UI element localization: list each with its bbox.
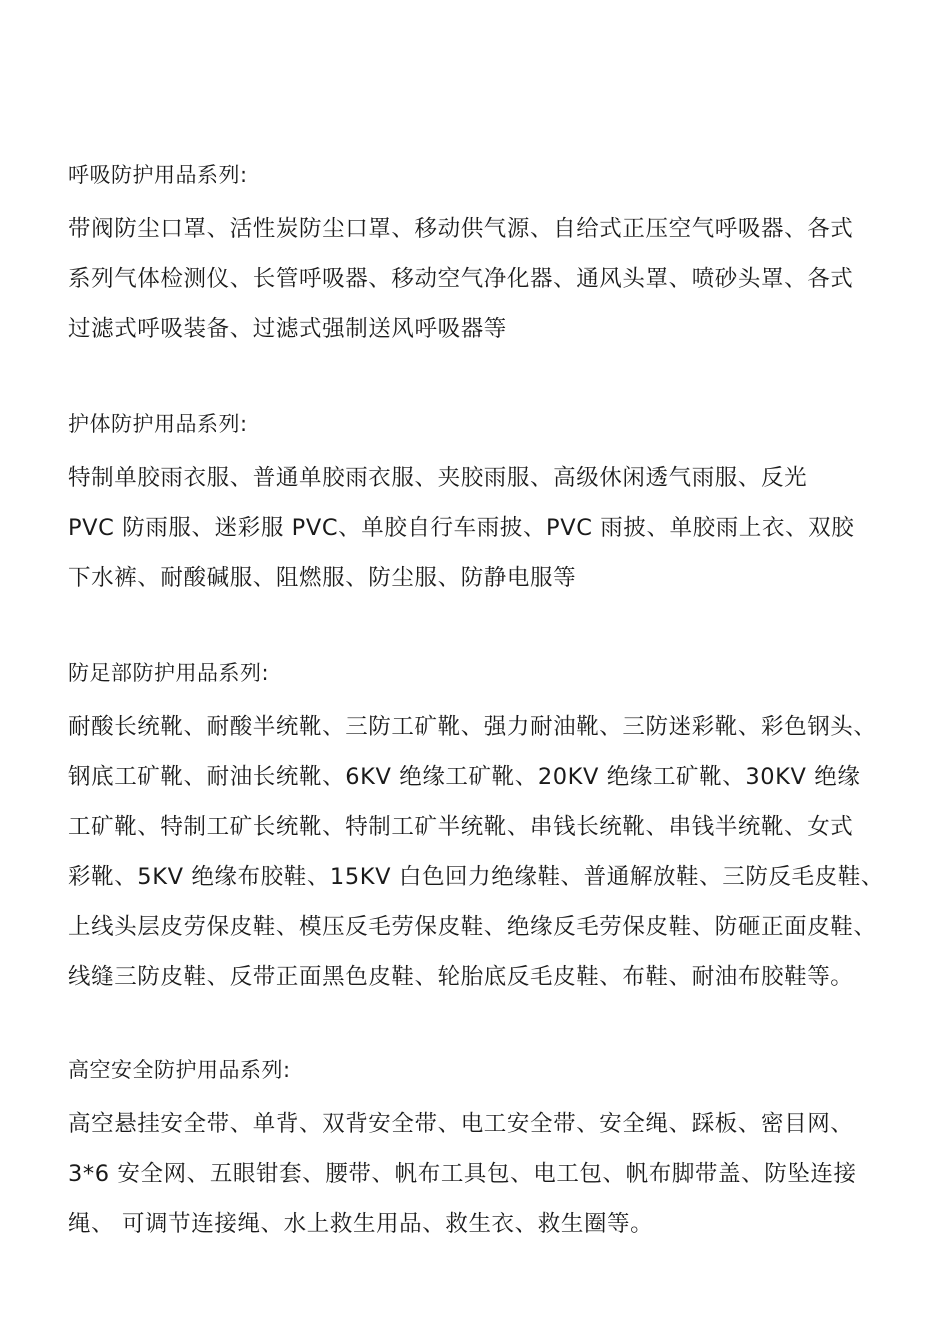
section-body	[68, 204, 898, 354]
text-line: 带阀防尘口罩、活性炭防尘口罩、移动供气源、自给式正压空气呼吸器、各式	[68, 216, 854, 242]
section-title: 护体防护用品系列:	[68, 412, 248, 436]
section-body	[68, 453, 898, 603]
text-line: 3*6 安全网、五眼钳套、腰带、帆布工具包、电工包、帆布脚带盖、防坠连接	[68, 1161, 857, 1187]
text-line: 线缝三防皮鞋、反带正面黑色皮鞋、轮胎底反毛皮鞋、布鞋、耐油布胶鞋等。	[68, 964, 854, 990]
section-title: 高空安全防护用品系列:	[68, 1058, 291, 1082]
text-line: 特制单胶雨衣服、普通单胶雨衣服、夹胶雨服、高级休闲透气雨服、反光	[68, 465, 808, 491]
section-height-safety	[68, 1055, 898, 1249]
text-line: 工矿靴、特制工矿长统靴、特制工矿半统靴、串钱长统靴、串钱半统靴、女式	[68, 814, 854, 840]
text-line: 高空悬挂安全带、单背、双背安全带、电工安全带、安全绳、踩板、密目网、	[68, 1111, 854, 1137]
section-body	[68, 1099, 898, 1249]
text-line: 上线头层皮劳保皮鞋、模压反毛劳保皮鞋、绝缘反毛劳保皮鞋、防砸正面皮鞋、	[68, 914, 877, 940]
text-line: 绳、 可调节连接绳、水上救生用品、救生衣、救生圈等。	[68, 1211, 654, 1237]
text-line: 钢底工矿靴、耐油长统靴、6KV 绝缘工矿靴、20KV 绝缘工矿靴、30KV 绝缘	[68, 764, 861, 790]
text-line: 系列气体检测仪、长管呼吸器、移动空气净化器、通风头罩、喷砂头罩、各式	[68, 266, 854, 292]
text-line: 下水裤、耐酸碱服、阻燃服、防尘服、防静电服等	[68, 565, 577, 591]
text-line: 彩靴、5KV 绝缘布胶鞋、15KV 白色回力绝缘鞋、普通解放鞋、三防反毛皮鞋、	[68, 864, 884, 890]
section-foot-protection	[68, 658, 898, 1002]
section-title: 呼吸防护用品系列:	[68, 163, 248, 187]
section-body	[68, 702, 898, 1002]
section-body-protection	[68, 409, 898, 603]
text-line: 过滤式呼吸装备、过滤式强制送风呼吸器等	[68, 316, 507, 342]
section-title: 防足部防护用品系列:	[68, 661, 270, 685]
text-line: PVC 防雨服、迷彩服 PVC、单胶自行车雨披、PVC 雨披、单胶雨上衣、双胶	[68, 515, 855, 541]
section-respiratory-protection	[68, 160, 898, 354]
text-line: 耐酸长统靴、耐酸半统靴、三防工矿靴、强力耐油靴、三防迷彩靴、彩色钢头、	[68, 714, 877, 740]
